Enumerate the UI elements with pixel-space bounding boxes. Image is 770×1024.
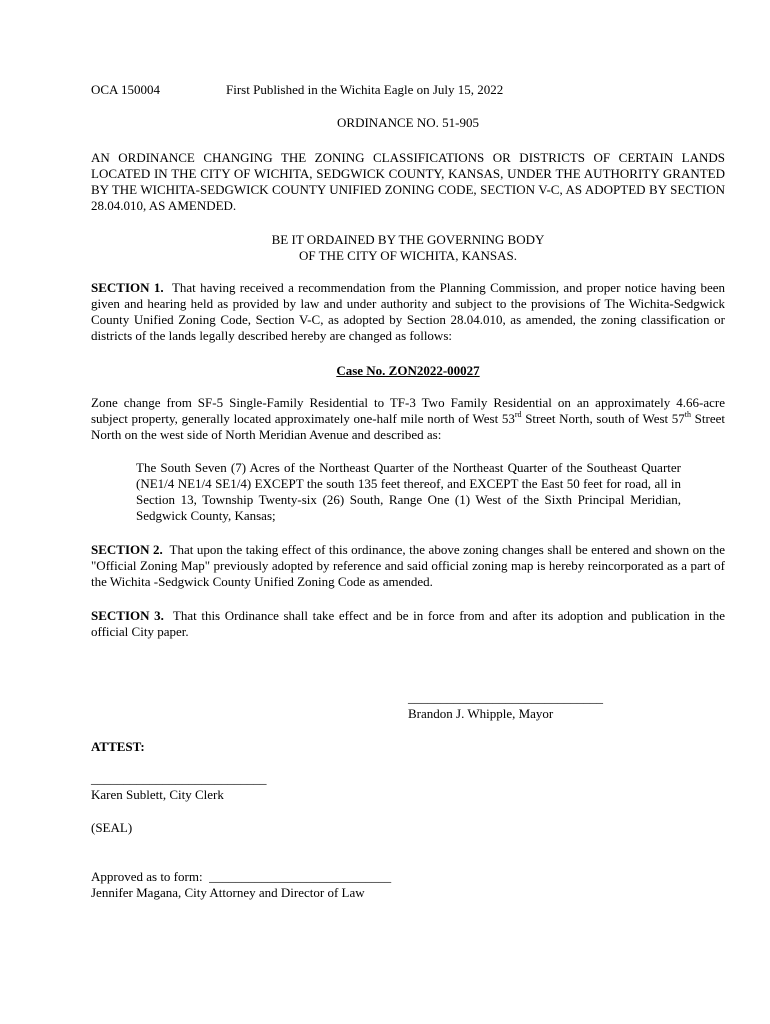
ordinance-preamble: AN ORDINANCE CHANGING THE ZONING CLASSIFICATIONS OR DISTRICTS OF CERTAIN LANDS LOCATED IN THE CITY OF WICHITA, SEDGWICK COUNTY, KANSAS, UNDER THE AUTHORITY GRANTED BY THE WICHITA-SEDGWICK COUNTY UNIFIED ZONING CODE, SECTION V-C, AS ADOPTED BY SECTION 28.04.010, AS AMENDED.	[91, 150, 725, 213]
ordinance-number: ORDINANCE NO. 51-905	[337, 115, 479, 130]
section-3	[91, 608, 725, 640]
oca-number: OCA 150004	[91, 82, 160, 97]
ordained-line-2: OF THE CITY OF WICHITA, KANSAS.	[299, 248, 517, 263]
ordained-line-1: BE IT ORDAINED BY THE GOVERNING BODY	[271, 232, 545, 247]
clerk-name: Karen Sublett, City Clerk	[91, 787, 224, 802]
mayor-name: Brandon J. Whipple, Mayor	[408, 706, 554, 721]
section-1-text: That having received a recommendation from the Planning Commission, and proper notice having been given and hearing held as provided by law and under authority and subject to the provisions of The Wichita-Sedgwick County Unified Zoning Code, Section V-C, as adopted by Section 28.04.010, as amended, the zoning classification or districts of the lands legally described hereby are changed as follows:	[91, 280, 725, 343]
case-title: Case No. ZON2022-00027	[336, 363, 480, 378]
section-3-heading: SECTION 3.	[91, 608, 164, 623]
section-2	[91, 542, 725, 590]
legal-description: The South Seven (7) Acres of the Northeast Quarter of the Northeast Quarter of the Southeast Quarter (NE1/4 NE1/4 SE1/4) EXCEPT the south 135 feet thereof, and EXCEPT the East 50 feet for road, all in Section 13, Township Twenty-six (26) South, Range One (1) West of the Sixth Principal Meridian, Sedgwick County, Kansas;	[136, 460, 681, 523]
attorney-name: Jennifer Magana, City Attorney and Director of Law	[91, 885, 365, 900]
section-1-heading: SECTION 1.	[91, 280, 164, 295]
publication-line: First Published in the Wichita Eagle on July 15, 2022	[226, 82, 504, 97]
case-zone-change: Zone change from SF-5 Single-Family Residential to TF-3 Two Family Residential on an approximately 4.66-acre subject property, generally located approximately one-half mile north of West 53rd Street North, south of West 57th Street North on the west side of North Meridian Avenue and described as:	[91, 395, 726, 442]
section-2-text: That upon the taking effect of this ordinance, the above zoning changes shall be entered and shown on the "Official Zoning Map" previously adopted by reference and said official zoning map is hereby reincorporated as a part of the Wichita -Sedgwick County Unified Zoning Code as amended.	[91, 542, 725, 589]
approved-as-to-form: Approved as to form: ____________________________	[91, 869, 392, 884]
attorney-signature-line: ____________________________	[209, 869, 392, 884]
section-2-heading: SECTION 2.	[91, 542, 163, 557]
mayor-signature-line: ______________________________	[408, 690, 603, 705]
attest-label: ATTEST:	[91, 739, 145, 754]
section-1	[91, 280, 725, 344]
clerk-signature-line: ___________________________	[91, 771, 267, 786]
case-number	[91, 363, 725, 379]
section-3-text: That this Ordinance shall take effect and be in force from and after its adoption and publication in the official City paper.	[91, 608, 725, 639]
seal-label: (SEAL)	[91, 820, 133, 835]
